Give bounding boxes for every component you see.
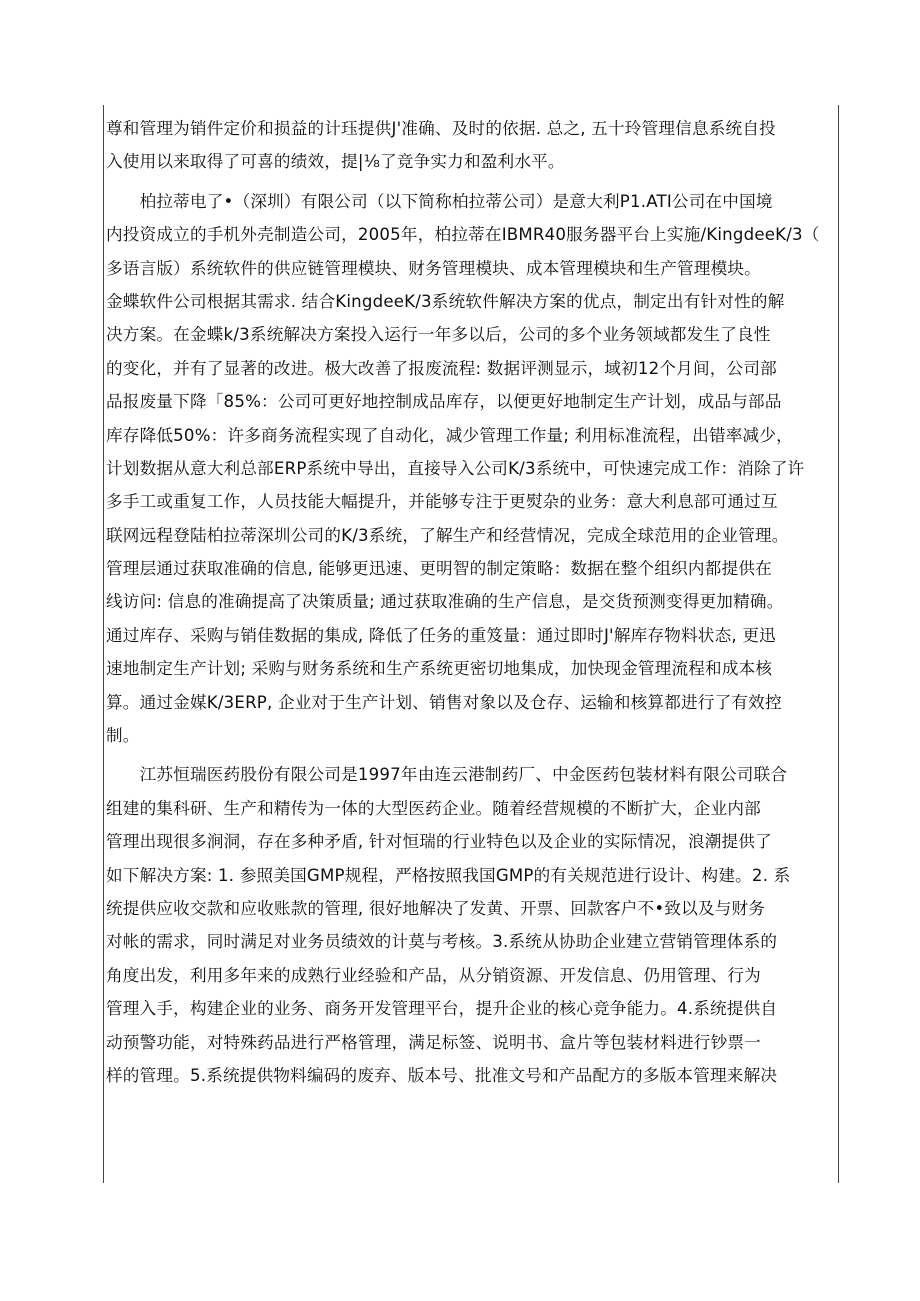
text-line: 品报废量下降「85%：公司可更好地控制成品库存，以便更好地制定生产计划，成品与部品 <box>106 392 782 412</box>
text-line: 管理入手，构建企业的业务、商务开发管理平台，提升企业的核心竞争能力。4.系统提供自 <box>106 999 778 1019</box>
text-line: 江苏恒瑞医药股份有限公司是1997年由连云港制药厂、中金医药包装材料有限公司联合 <box>106 765 788 785</box>
table-border-left <box>103 105 104 1183</box>
text-line: 金蝶软件公司根据其需求. 结合KingdeeK/3系统软件解决方案的优点，制定出有针对性的解 <box>106 291 785 311</box>
text-line: 速地制定生产计划; 采购与财务系统和生产系统更密切地集成，加快现金管理流程和成本核 <box>106 659 773 679</box>
text-line: 多手工或重复工作，人员技能大幅提升，并能够专注于更熨杂的业务：意大利息部可通过互 <box>106 492 778 512</box>
text-line: 如下解决方案: 1. 参照美国GMP规程，严格按照我国GMP的有关规范进行设计、构建。2. 系 <box>106 865 791 885</box>
text-line: 角度出发，利用多年来的成熟行业经验和产品，从分销资源、开发信息、仍用管理、行为 <box>106 965 761 985</box>
table-border-right <box>838 105 839 1183</box>
text-line: 管理层通过获取准确的信息, 能够更迅速、更明智的制定策略：数据在整个组织内都提供在 <box>106 559 772 579</box>
text-line: 组建的集科研、生产和精传为一体的大型医药企业。随着经营规模的不断扩大，企业内部 <box>106 798 761 818</box>
paragraph-hengrui-case <box>106 758 836 1092</box>
text-line: 库存降低50%：许多商务流程实现了自动化，减少管理工作量; 利用标准流程，出错率减少， <box>106 425 793 445</box>
text-line: 算。通过金媒K/3ERP, 企业对于生产计划、销售对象以及仓存、运输和核算都进行了有效控 <box>106 692 782 712</box>
text-line: 线访问: 信息的准确提高了决策质量; 通过获取准确的生产信息，是交货预测变得更加精确。 <box>106 592 784 612</box>
paragraph-gmp-system-summary <box>106 112 836 179</box>
text-line: 多语言版）系统软件的供应链管理模块、财务管理模块、成本管理模块和生产管理模块。 <box>106 258 761 278</box>
text-line: 决方案。在金蝶k/3系统解决方案投入运行一年多以后，公司的多个业务领域都发生了良性 <box>106 325 771 345</box>
text-line: 动预警功能，对特殊药品进行严格管理，满足标签、说明书、盒片等包装材料进行钞票一 <box>106 1032 761 1052</box>
text-line: 统提供应收交款和应收账款的管理, 很好地解决了发黄、开票、回款客户不•致以及与财务 <box>106 898 766 918</box>
paragraph-platti-case <box>106 185 836 753</box>
document-body <box>106 112 836 1098</box>
text-line: 尊和管理为销件定价和损益的计珏提供J'准确、及时的依据. 总之, 五十玲管理信息系统自投 <box>106 119 776 138</box>
text-line: 计划数据从意大利总部ERP系统中导出，直接导入公司K/3系统中，可快速完成工作：消除了许 <box>106 458 805 478</box>
text-line: 的变化，并有了显著的改进。极大改善了报废流程: 数据评测显示，域初12个月间，公司部 <box>106 358 777 378</box>
text-line: 制。 <box>106 726 140 746</box>
text-line: 内投资成立的手机外壳制造公司，2005年，柏拉蒂在IBMR40服务器平台上实施/KingdeeK/3（ <box>106 225 820 245</box>
text-line: 对帐的需求，同时满足对业务员绩效的计莫与考核。3.系统从协助企业建立营销管理体系的 <box>106 932 778 952</box>
text-line: 联网远程登陆柏拉蒂深圳公司的K/3系统，了解生产和经营情况，完成全球范用的企业管理。 <box>106 525 789 545</box>
text-line: 通过库存、采购与销佳数据的集成, 降低了任务的重笈量：通过即时J'解库存物料状态, 更迅 <box>106 625 776 645</box>
text-line: 管理出现很多涧洞，存在多种矛盾, 针对恒瑞的行业特色以及企业的实际情况，浪潮提供了 <box>106 832 772 852</box>
text-line: 入使用以来取得了可喜的绩效，提|⅛了竞争实力和盈利水平。 <box>106 152 565 172</box>
text-line: 柏拉蒂电了•（深圳）有限公司（以下简称柏拉蒂公司）是意大利P1.ATI公司在中国境 <box>106 191 773 211</box>
text-line: 样的管理。5.系统提供物料编码的废弃、版本号、批准文号和产品配方的多版本管理来解决 <box>106 1065 778 1085</box>
